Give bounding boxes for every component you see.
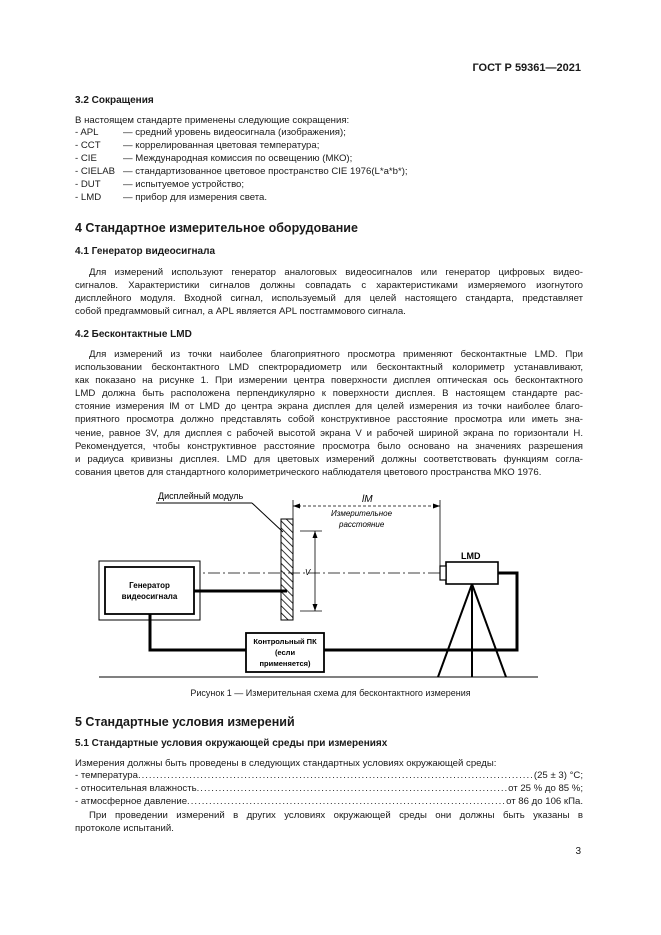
condition-row [75,783,583,796]
abbreviation-key: - APL [75,127,99,138]
figure-caption: Рисунок 1 — Измерительная схема для бесконтактного измерения [190,688,471,698]
abbreviations-intro: В настоящем стандарте применены следующие сокращения: [75,115,350,126]
lm-arrow-right [433,504,440,509]
abbreviation-key: - CCT [75,140,101,151]
paragraph-line: чение, равное 3V, для дисплея с рабочей высотой экрана V и рабочей шириной экрана по горизонтали H. [75,427,583,439]
lmd-body [446,562,498,584]
lm-symbol: lM [362,494,373,505]
paragraph-line: сигналов. Характеристики сигналов должны совпадать с характеристиками измеряемого изогнутого [75,280,583,292]
paragraph-line: собой предгаммовый сигнал, а APL является APL постгаммового сигнала. [75,306,406,318]
paragraph-line: сования цветов для стандартного колориметрического наблюдателя цветового пространства МКО 1976. [75,466,542,478]
paragraph-line: использовании бесконтактного LMD спектрорадиометр или бесконтактный колориметр устанавливают, [75,362,583,374]
lmd-label: LMD [461,551,481,561]
condition-row [75,796,583,809]
abbreviation-key: - DUT [75,179,101,190]
abbreviation-key: - CIELAB [75,166,115,177]
abbreviation-desc: — стандартизованное цветовое пространство CIE 1976(L*a*b*); [123,166,408,177]
paragraph-line: LMD должна быть расположена перпендикулярно к поверхности дисплея. В настоящем стандарте рас- [75,388,583,400]
v-symbol: V [305,568,311,577]
paragraph-line: протоколе испытаний. [75,823,174,835]
v-arrow-bottom [313,604,318,611]
paragraph-line: стояние измерения lM от LMD до центра экрана дисплея для целей измерения из точки наиболее благо- [75,401,583,413]
abbreviation-desc: — прибор для измерения света. [123,192,268,203]
paragraph-line: и радиуса кривизны дисплея. LMD для цветовых измерений должны соответствовать функциям согла- [75,453,583,465]
closing-paragraph [75,809,583,835]
paragraph-line: Рекомендуется, чтобы конструктивное расстояние просмотра было основано на значениях разрешения [75,440,583,452]
paragraph-line: При проведении измерений в других условиях окружающей среды они должны быть указаны в [89,810,583,821]
tripod-right-leg [472,584,506,677]
lmd-lens [440,566,446,580]
conditions-intro: Измерения должны быть проведены в следующих стандартных условиях окружающей среды: [75,758,497,769]
paragraph-line: Для измерений из точки наиболее благоприятного просмотра применяют бесконтактные LMD. При [89,349,583,360]
leader-dots [138,770,534,783]
abbreviation-desc: — коррелированная цветовая температура; [123,140,320,151]
condition-label: - относительная влажность [75,783,197,794]
leader-dots [187,796,506,809]
standard-number: ГОСТ Р 59361—2021 [472,62,581,74]
pc-label-2: (если [274,648,296,657]
generator-label-2: видеосигнала [121,592,178,601]
paragraph-line: Для измерений используют генератор аналоговых видеосигналов или генератор цифровых видео- [89,267,583,278]
section-3-2-title: 3.2 Сокращения [75,95,154,106]
condition-value: от 86 до 106 кПа. [506,796,583,807]
display-module-body [281,519,293,620]
display-module-leader [252,503,283,532]
lm-arrow-left [293,504,300,509]
paragraph-line: дисплейного модуля. Входной сигнал, используемый для целей настоящего стандарта, представляет [75,293,583,305]
abbreviation-desc: — Международная комиссия по освещению (МКО); [123,153,353,164]
abbreviation-key: - CIE [75,153,97,164]
pc-label-1: Контрольный ПК [253,637,317,646]
condition-value: от 25 % до 85 %; [508,783,583,794]
abbreviation-desc: — средний уровень видеосигнала (изображения); [123,127,346,138]
display-module-label: Дисплейный модуль [158,491,244,501]
v-arrow-top [313,531,318,538]
generator-inner-box [105,567,194,614]
condition-value: (25 ± 3) °С; [533,770,583,781]
section-5-title: 5 Стандартные условия измерений [75,715,295,729]
abbreviation-key: - LMD [75,192,102,203]
section-5-1-title: 5.1 Стандартные условия окружающей среды при измерениях [75,738,388,749]
condition-label: - атмосферное давление [75,796,188,807]
section-4-title: 4 Стандартное измерительное оборудование [75,221,358,235]
generator-label-1: Генератор [129,581,170,590]
page-number: 3 [575,846,581,857]
paragraph-line: приятного просмотра должно представлять собой конструктивное расстояние просмотра или иметь зна- [75,414,583,426]
condition-row [75,770,583,783]
abbreviation-desc: — испытуемое устройство; [123,179,245,190]
section-4-1-title: 4.1 Генератор видеосигнала [75,246,216,257]
distance-label-2: расстояние [339,520,385,529]
section-4-2-title: 4.2 Бесконтактные LMD [75,329,192,340]
leader-dots [197,783,509,796]
tripod-left-leg [438,584,472,677]
condition-label: - температура [75,770,138,781]
distance-label-1: Измерительное [331,509,393,518]
pc-label-3: применяется) [259,659,311,668]
paragraph-line: как показано на рисунке 1. При измерении центра поверхности дисплея оптическая ось бесконтактного [75,375,583,387]
